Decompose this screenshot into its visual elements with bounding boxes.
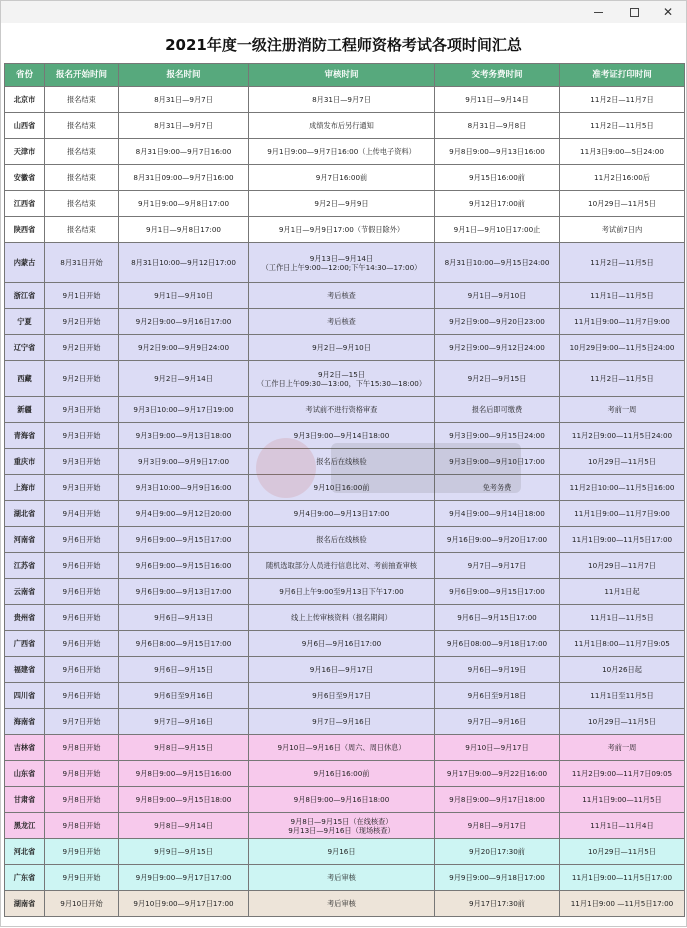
table-cell: 9月8日开始 — [45, 761, 119, 787]
table-cell: 8月31日10:00—9月15日24:00 — [435, 243, 560, 283]
province-cell: 新疆 — [5, 397, 45, 423]
table-cell: 报名结束 — [45, 113, 119, 139]
province-cell: 湖南省 — [5, 891, 45, 917]
table-cell: 11月3日9:00—5日24:00 — [560, 139, 685, 165]
table-cell: 11月2日9:00—11月5日24:00 — [560, 423, 685, 449]
table-row — [5, 87, 685, 113]
close-icon: ✕ — [662, 5, 674, 19]
column-header: 省份 — [5, 64, 45, 87]
table-cell: 9月16日9:00—9月20日17:00 — [435, 527, 560, 553]
table-cell: 9月4日9:00—9月12日20:00 — [119, 501, 249, 527]
table-cell: 11月2日—11月5日 — [560, 243, 685, 283]
table-cell: 9月8日开始 — [45, 813, 119, 839]
table-cell: 考后核查 — [249, 309, 435, 335]
table-cell: 11月2日16:00后 — [560, 165, 685, 191]
province-cell: 重庆市 — [5, 449, 45, 475]
province-cell: 云南省 — [5, 579, 45, 605]
table-cell: 9月8日9:00—9月15日18:00 — [119, 787, 249, 813]
table-cell: 9月3日开始 — [45, 423, 119, 449]
table-cell: 9月3日9:00—9月13日18:00 — [119, 423, 249, 449]
table-cell: 随机选取部分人员进行信息比对、考前抽查审核 — [249, 553, 435, 579]
table-cell: 9月3日9:00—9月15日24:00 — [435, 423, 560, 449]
table-cell: 报名后在线核验 — [249, 527, 435, 553]
province-cell: 山东省 — [5, 761, 45, 787]
table-cell: 9月6日开始 — [45, 605, 119, 631]
table-cell: 9月15日16:00前 — [435, 165, 560, 191]
table-cell: 9月16日—9月17日 — [249, 657, 435, 683]
minimize-icon — [594, 12, 603, 13]
table-row — [5, 361, 685, 397]
table-cell: 9月3日9:00—9月10日17:00 — [435, 449, 560, 475]
table-cell: 9月7日—9月16日 — [119, 709, 249, 735]
table-cell: 9月1日—9月10日 — [119, 283, 249, 309]
province-cell: 黑龙江 — [5, 813, 45, 839]
table-cell: 9月10日开始 — [45, 891, 119, 917]
table-cell: 报名结束 — [45, 87, 119, 113]
table-cell: 9月13日—9月14日 （工作日上午9:00—12:00;下午14:30—17:00） — [249, 243, 435, 283]
table-cell: 8月31日9:00—9月7日16:00 — [119, 139, 249, 165]
province-cell: 上海市 — [5, 475, 45, 501]
table-cell: 9月4日9:00—9月14日18:00 — [435, 501, 560, 527]
province-cell: 辽宁省 — [5, 335, 45, 361]
table-cell: 9月11日—9月14日 — [435, 87, 560, 113]
table-row — [5, 709, 685, 735]
province-cell: 海南省 — [5, 709, 45, 735]
province-cell: 北京市 — [5, 87, 45, 113]
table-cell: 9月1日—9月8日17:00 — [119, 217, 249, 243]
province-cell: 贵州省 — [5, 605, 45, 631]
table-cell: 9月7日—9月16日 — [249, 709, 435, 735]
table-cell: 线上上传审核资料（报名期间） — [249, 605, 435, 631]
table-cell: 9月2日9:00—9月12日24:00 — [435, 335, 560, 361]
table-cell: 11月1日9:00—11月7日9:00 — [560, 309, 685, 335]
table-cell: 9月6日开始 — [45, 553, 119, 579]
table-cell: 11月1日9:00 —11月5日17:00 — [560, 891, 685, 917]
table-cell: 9月2日—9月14日 — [119, 361, 249, 397]
table-cell: 9月17日17:30前 — [435, 891, 560, 917]
document-view — [1, 23, 686, 928]
province-cell: 浙江省 — [5, 283, 45, 309]
table-row — [5, 735, 685, 761]
minimize-button[interactable] — [581, 1, 615, 23]
table-cell: 9月8日—9月17日 — [435, 813, 560, 839]
table-cell: 9月2日9:00—9月20日23:00 — [435, 309, 560, 335]
table-cell: 11月1日—11月5日 — [560, 605, 685, 631]
table-row — [5, 865, 685, 891]
province-cell: 西藏 — [5, 361, 45, 397]
table-cell: 10月29日9:00—11月5日24:00 — [560, 335, 685, 361]
table-cell: 9月7日开始 — [45, 709, 119, 735]
province-cell: 广东省 — [5, 865, 45, 891]
table-cell: 9月2日开始 — [45, 361, 119, 397]
table-row — [5, 165, 685, 191]
table-cell: 11月1日至11月5日 — [560, 683, 685, 709]
table-row — [5, 139, 685, 165]
table-cell: 9月1日—9月9日17:00（节假日除外） — [249, 217, 435, 243]
table-cell: 9月9日—9月15日 — [119, 839, 249, 865]
table-row — [5, 839, 685, 865]
table-cell: 报名结束 — [45, 191, 119, 217]
table-cell: 9月8日9:00—9月13日16:00 — [435, 139, 560, 165]
table-row — [5, 579, 685, 605]
province-cell: 江西省 — [5, 191, 45, 217]
province-cell: 吉林省 — [5, 735, 45, 761]
table-cell: 9月2日—9月10日 — [249, 335, 435, 361]
table-cell: 考后审核 — [249, 865, 435, 891]
table-row — [5, 683, 685, 709]
table-cell: 9月1日—9月10日17:00止 — [435, 217, 560, 243]
table-cell: 8月31日—9月7日 — [119, 113, 249, 139]
table-cell: 9月6日8:00—9月15日17:00 — [119, 631, 249, 657]
table-cell: 9月9日开始 — [45, 839, 119, 865]
schedule-table — [4, 63, 685, 917]
table-cell: 11月1日—11月4日 — [560, 813, 685, 839]
table-cell: 考前一周 — [560, 397, 685, 423]
table-cell: 报名结束 — [45, 217, 119, 243]
table-cell: 9月3日9:00—9月14日18:00 — [249, 423, 435, 449]
table-cell: 考后核查 — [249, 283, 435, 309]
maximize-icon — [630, 8, 639, 17]
table-cell: 9月17日9:00—9月22日16:00 — [435, 761, 560, 787]
column-header: 准考证打印时间 — [560, 64, 685, 87]
table-cell: 10月26日起 — [560, 657, 685, 683]
province-cell: 河北省 — [5, 839, 45, 865]
table-row — [5, 891, 685, 917]
table-cell: 9月3日开始 — [45, 475, 119, 501]
table-cell: 考试前7日内 — [560, 217, 685, 243]
table-cell: 9月3日10:00—9月9日16:00 — [119, 475, 249, 501]
table-cell: 9月6日至9月16日 — [119, 683, 249, 709]
province-cell: 陕西省 — [5, 217, 45, 243]
table-cell: 11月2日—11月5日 — [560, 113, 685, 139]
close-button[interactable] — [651, 1, 685, 23]
province-cell: 河南省 — [5, 527, 45, 553]
table-cell: 9月1日开始 — [45, 283, 119, 309]
table-row — [5, 787, 685, 813]
table-cell: 9月7日—9月17日 — [435, 553, 560, 579]
table-cell: 9月4日开始 — [45, 501, 119, 527]
table-cell: 9月8日—9月15日（在线核查） 9月13日—9月16日（现场核查） — [249, 813, 435, 839]
table-cell: 11月1日9:00—11月5日 — [560, 787, 685, 813]
table-cell: 9月10日—9月16日（周六、周日休息） — [249, 735, 435, 761]
table-row — [5, 423, 685, 449]
column-header: 报名开始时间 — [45, 64, 119, 87]
table-row — [5, 631, 685, 657]
table-cell: 9月9日开始 — [45, 865, 119, 891]
table-cell: 9月1日9:00—9月7日16:00（上传电子资料） — [249, 139, 435, 165]
table-cell: 报名结束 — [45, 139, 119, 165]
table-cell: 11月2日10:00—11月5日16:00 — [560, 475, 685, 501]
column-header: 交考务费时间 — [435, 64, 560, 87]
table-row — [5, 113, 685, 139]
table-cell: 9月3日开始 — [45, 397, 119, 423]
table-cell: 11月1日9:00—11月5日17:00 — [560, 865, 685, 891]
table-cell: 9月2日—9月15日 — [435, 361, 560, 397]
table-cell: 9月6日开始 — [45, 579, 119, 605]
table-cell: 9月2日—15日 （工作日上午09:30—13:00，下午15:30—18:00） — [249, 361, 435, 397]
table-cell: 9月3日10:00—9月17日19:00 — [119, 397, 249, 423]
table-row — [5, 501, 685, 527]
table-cell: 8月31日—9月7日 — [119, 87, 249, 113]
table-cell: 9月9日9:00—9月18日17:00 — [435, 865, 560, 891]
table-cell: 9月6日—9月15日17:00 — [435, 605, 560, 631]
table-row — [5, 605, 685, 631]
table-cell: 10月29日—11月5日 — [560, 839, 685, 865]
table-cell: 11月1日9:00—11月5日17:00 — [560, 527, 685, 553]
table-cell: 11月2日—11月7日 — [560, 87, 685, 113]
table-cell: 10月29日—11月5日 — [560, 449, 685, 475]
table-row — [5, 527, 685, 553]
province-cell: 安徽省 — [5, 165, 45, 191]
province-cell: 广西省 — [5, 631, 45, 657]
table-row — [5, 191, 685, 217]
table-cell: 9月6日开始 — [45, 657, 119, 683]
table-cell: 9月6日开始 — [45, 683, 119, 709]
table-row — [5, 283, 685, 309]
table-cell: 9月6日—9月15日 — [119, 657, 249, 683]
table-row — [5, 449, 685, 475]
table-cell: 10月29日—11月7日 — [560, 553, 685, 579]
table-cell: 考试前不进行资格审查 — [249, 397, 435, 423]
table-cell: 9月4日9:00—9月13日17:00 — [249, 501, 435, 527]
table-cell: 9月8日—9月14日 — [119, 813, 249, 839]
table-cell: 9月1日9:00—9月8日17:00 — [119, 191, 249, 217]
page-title: 2021年度一级注册消防工程师资格考试各项时间汇总 — [165, 36, 522, 54]
table-row — [5, 475, 685, 501]
table-cell: 11月2日—11月5日 — [560, 361, 685, 397]
table-cell: 10月29日—11月5日 — [560, 709, 685, 735]
table-cell: 8月31日09:00—9月7日16:00 — [119, 165, 249, 191]
table-cell: 9月6日至9月17日 — [249, 683, 435, 709]
table-cell: 9月6日9:00—9月15日16:00 — [119, 553, 249, 579]
table-cell: 9月3日开始 — [45, 449, 119, 475]
table-cell: 9月10日9:00—9月17日17:00 — [119, 891, 249, 917]
table-cell: 考前一周 — [560, 735, 685, 761]
maximize-button[interactable] — [617, 1, 651, 23]
table-cell: 报名结束 — [45, 165, 119, 191]
table-header-row — [5, 64, 685, 87]
province-cell: 湖北省 — [5, 501, 45, 527]
table-cell: 9月1日—9月10日 — [435, 283, 560, 309]
table-cell: 9月2日9:00—9月9日24:00 — [119, 335, 249, 361]
column-header: 审核时间 — [249, 64, 435, 87]
table-cell: 9月3日9:00—9月9日17:00 — [119, 449, 249, 475]
table-cell: 9月16日16:00前 — [249, 761, 435, 787]
table-cell: 11月1日起 — [560, 579, 685, 605]
table-row — [5, 217, 685, 243]
table-row — [5, 397, 685, 423]
province-cell: 山西省 — [5, 113, 45, 139]
table-cell: 9月6日开始 — [45, 631, 119, 657]
table-cell: 11月2日9:00—11月7日09:05 — [560, 761, 685, 787]
table-row — [5, 761, 685, 787]
table-cell: 9月6日—9月16日17:00 — [249, 631, 435, 657]
table-row — [5, 813, 685, 839]
table-cell: 9月12日17:00前 — [435, 191, 560, 217]
province-cell: 天津市 — [5, 139, 45, 165]
table-cell: 9月6日开始 — [45, 527, 119, 553]
table-body — [5, 87, 685, 917]
table-cell: 9月7日16:00前 — [249, 165, 435, 191]
table-cell: 9月8日9:00—9月16日18:00 — [249, 787, 435, 813]
province-cell: 江苏省 — [5, 553, 45, 579]
table-row — [5, 335, 685, 361]
table-cell: 9月20日17:30前 — [435, 839, 560, 865]
table-cell: 9月6日9:00—9月13日17:00 — [119, 579, 249, 605]
table-cell: 11月1日8:00—11月7日9:05 — [560, 631, 685, 657]
table-cell: 9月16日 — [249, 839, 435, 865]
table-cell: 9月6日9:00—9月15日17:00 — [435, 579, 560, 605]
table-cell: 8月31日开始 — [45, 243, 119, 283]
province-cell: 宁夏 — [5, 309, 45, 335]
table-cell: 报名后在线核验 — [249, 449, 435, 475]
table-row — [5, 309, 685, 335]
table-row — [5, 243, 685, 283]
table-cell: 9月9日9:00—9月17日17:00 — [119, 865, 249, 891]
table-cell: 9月6日—9月13日 — [119, 605, 249, 631]
table-cell: 9月8日—9月15日 — [119, 735, 249, 761]
table-cell: 9月7日—9月16日 — [435, 709, 560, 735]
table-cell: 9月8日开始 — [45, 735, 119, 761]
table-cell: 免考务费 — [435, 475, 560, 501]
table-cell: 11月1日—11月5日 — [560, 283, 685, 309]
table-cell: 报名后即可缴费 — [435, 397, 560, 423]
province-cell: 甘肃省 — [5, 787, 45, 813]
table-cell: 9月6日9:00—9月15日17:00 — [119, 527, 249, 553]
table-cell: 9月2日开始 — [45, 309, 119, 335]
province-cell: 青海省 — [5, 423, 45, 449]
table-cell: 成绩发布后另行通知 — [249, 113, 435, 139]
table-cell: 考后审核 — [249, 891, 435, 917]
table-cell: 8月31日—9月7日 — [249, 87, 435, 113]
table-cell: 9月2日9:00—9月16日17:00 — [119, 309, 249, 335]
province-cell: 四川省 — [5, 683, 45, 709]
column-header: 报名时间 — [119, 64, 249, 87]
table-cell: 9月8日9:00—9月15日16:00 — [119, 761, 249, 787]
title-bar — [1, 1, 686, 23]
table-cell: 8月31日—9月8日 — [435, 113, 560, 139]
table-cell: 9月2日开始 — [45, 335, 119, 361]
table-cell: 10月29日—11月5日 — [560, 191, 685, 217]
table-cell: 11月1日9:00—11月7日9:00 — [560, 501, 685, 527]
table-cell: 9月6日08:00—9月18日17:00 — [435, 631, 560, 657]
table-cell: 9月6日—9月19日 — [435, 657, 560, 683]
province-cell: 福建省 — [5, 657, 45, 683]
table-cell: 9月10日16:00前 — [249, 475, 435, 501]
table-cell: 9月2日—9月9日 — [249, 191, 435, 217]
table-cell: 9月8日9:00—9月17日18:00 — [435, 787, 560, 813]
table-row — [5, 657, 685, 683]
table-cell: 9月10日—9月17日 — [435, 735, 560, 761]
table-cell: 9月6日至9月18日 — [435, 683, 560, 709]
table-row — [5, 553, 685, 579]
table-cell: 8月31日10:00—9月12日17:00 — [119, 243, 249, 283]
table-cell: 9月8日开始 — [45, 787, 119, 813]
province-cell: 内蒙古 — [5, 243, 45, 283]
table-cell: 9月6日上午9:00至9月13日下午17:00 — [249, 579, 435, 605]
